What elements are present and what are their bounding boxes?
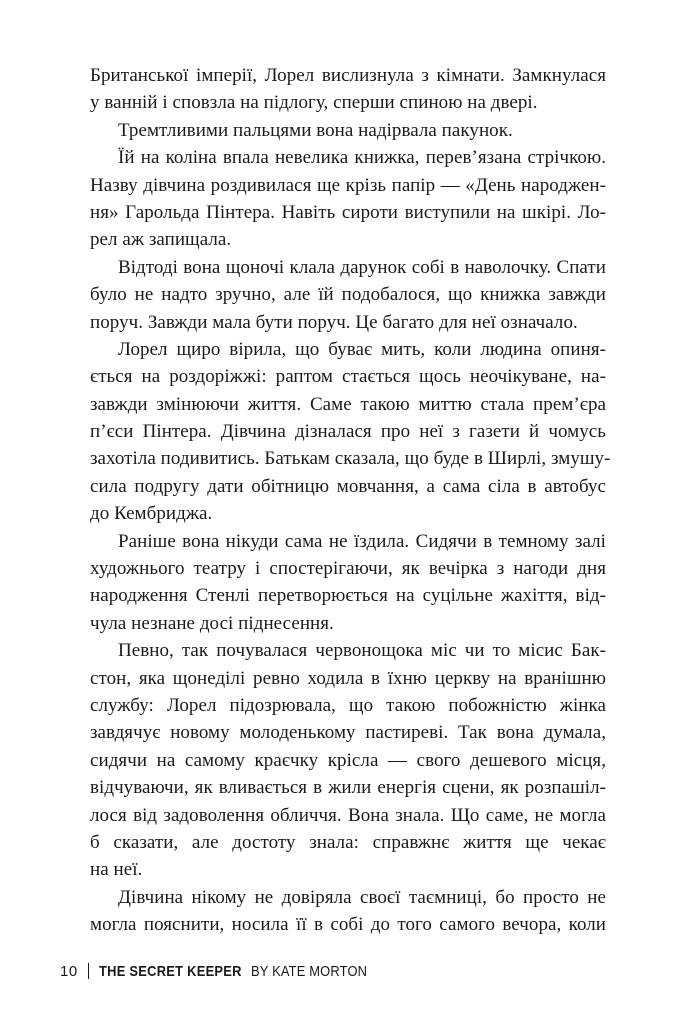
author-credit: BY KATE MORTON [250, 962, 367, 980]
book-title: THE SECRET KEEPER [98, 962, 242, 980]
text-line: поруч. Завжди мала бути поруч. Це багато для неї означало. [90, 311, 578, 333]
text-line: Певно, так почувалася червонощока міс чи то місис Бак- [118, 640, 606, 662]
text-line: Тремтливими пальцями вона надірвала пакунок. [118, 119, 513, 141]
paragraph [90, 637, 606, 884]
text-line: сидячи на самому краєчку крісла — свого дешевого місця, [90, 749, 606, 771]
text-line: Британської імперії, Лорел вислизнула з кімнати. Замкнулася [90, 65, 606, 86]
text-line: художнього театру і спостерігаючи, як вечірка з нагоди дня [90, 558, 606, 580]
text-line: Їй на коліна впала невелика книжка, перев’язана стрічкою. [118, 147, 606, 169]
text-line: сила подругу дати обітницю мовчання, а сама сіла в автобус [90, 475, 606, 497]
paragraph [90, 528, 606, 638]
text-line: службу: Лорел підозрювала, що такою побожністю жінка [90, 694, 606, 716]
paragraph [90, 254, 606, 336]
text-line: Відтоді вона щоночі клала дарунок собі в наволочку. Спати [118, 256, 606, 278]
body-text [90, 62, 611, 939]
text-line: у ванній і сповзла на підлогу, сперши спиною на двері. [90, 92, 538, 114]
footer-separator [88, 963, 89, 979]
text-line: б сказати, але достоту знала: справжнє життя ще чекає [90, 831, 606, 853]
text-line: було не надто зручно, але їй подобалося, що книжка завжди [90, 284, 606, 306]
text-line: завдячує новому молоденькому пастиреві. Так вона думала, [90, 722, 606, 744]
text-line: захотіла подивитись. Батькам сказала, що буде в Ширлі, змушу- [90, 448, 611, 470]
text-line: на неї. [90, 859, 143, 881]
paragraph [90, 62, 606, 117]
text-line: відчуваючи, як вливається в жили енергія сцени, як розпашіл- [90, 777, 606, 799]
paragraph [90, 884, 606, 939]
text-line: Раніше вона нікуди сама не їздила. Сидячи в темному залі [118, 530, 606, 552]
text-line: стон, яка щонеділі ревно ходила в їхню церкву на вранішню [90, 667, 606, 689]
text-line: Назву дівчина роздивилася ще крізь папір — «День народжен- [90, 174, 606, 196]
text-line: народження Стенлі перетворюється на суцільне жахіття, від- [90, 585, 606, 607]
paragraph [90, 336, 611, 528]
text-line: ється на роздоріжжі: раптом стається щось неочікуване, на- [90, 366, 606, 388]
text-line: могла пояснити, носила її в собі до того самого вечора, коли [90, 914, 606, 936]
paragraph [90, 117, 606, 144]
text-line: Дівчина нікому не довіряла своєї таємниці, бо просто не [118, 886, 606, 908]
text-line: завжди змінюючи життя. Саме такою миттю стала прем’єра [90, 393, 606, 415]
paragraph [90, 144, 606, 254]
text-line: рел аж запищала. [90, 229, 232, 251]
text-line: лося від задоволення обличчя. Вона знала. Що саме, не могла [90, 804, 606, 826]
text-line: до Кембриджа. [90, 503, 213, 525]
text-line: ня» Гарольда Пінтера. Навіть сироти виступили на шкірі. Ло- [90, 201, 606, 223]
page-number: 10 [60, 962, 78, 980]
text-line: чула незнане досі піднесення. [90, 612, 334, 634]
text-line: п’єси Пінтера. Дівчина дізналася про неї з газети й чомусь [90, 421, 606, 443]
page-footer [60, 959, 386, 983]
text-line: Лорел щиро вірила, що буває мить, коли людина опиня- [118, 338, 606, 360]
